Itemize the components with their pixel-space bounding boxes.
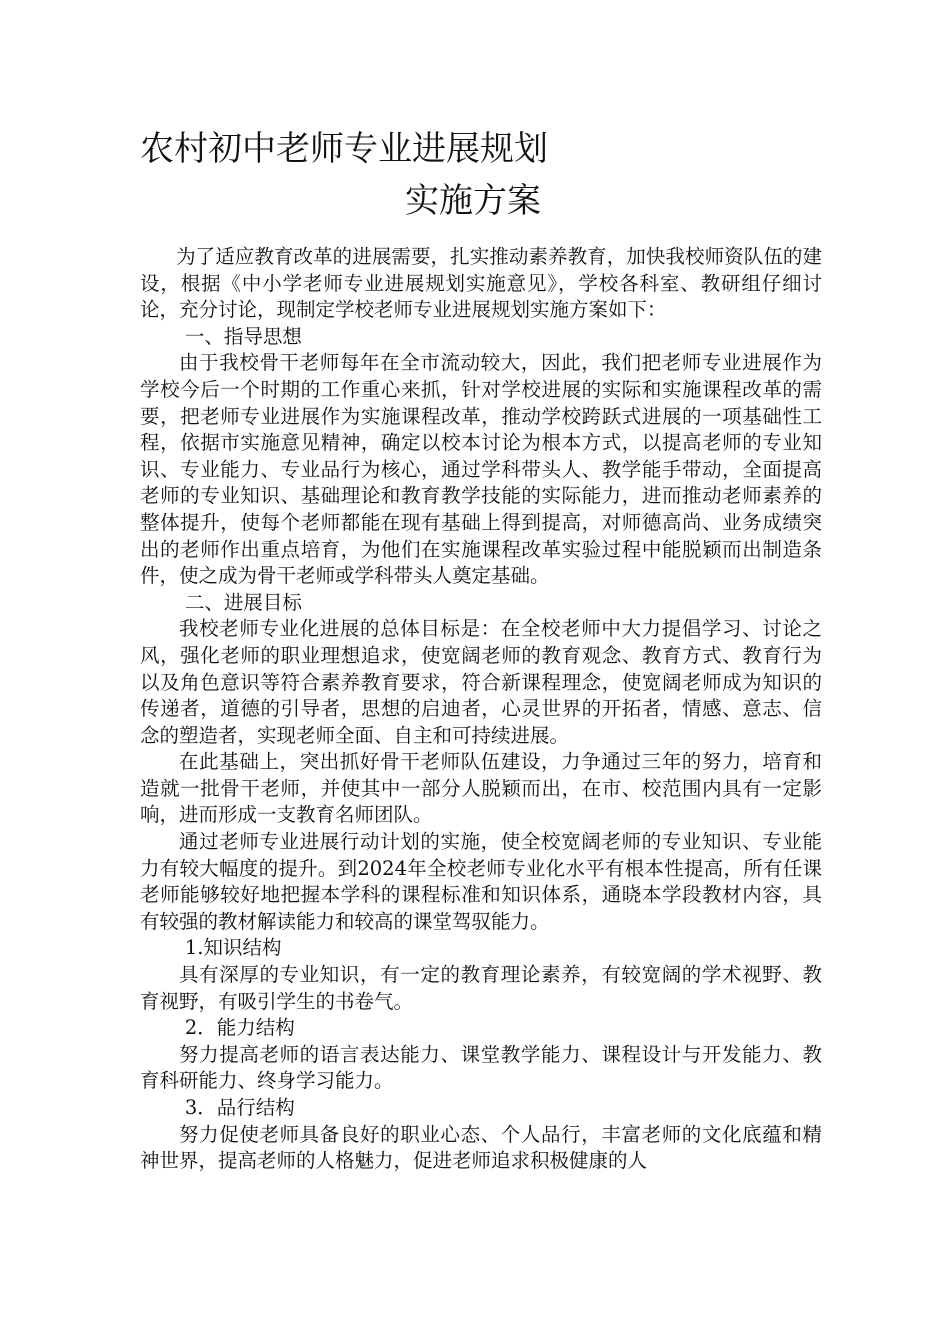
document-body: [140, 244, 822, 1175]
body-paragraph: 努力促使老师具备良好的职业心态、个人品行，丰富老师的文化底蕴和精神世界，提高老师的人格魅力，促进老师追求积极健康的人: [140, 1122, 822, 1173]
subheading-knowledge-structure: 1.知识结构: [184, 936, 282, 960]
body-paragraph: 由于我校骨干老师每年在全市流动较大，因此，我们把老师专业进展作为学校今后一个时期的工作重心来抓，针对学校进展的实际和实施课程改革的需要，把老师专业进展作为实施课程改革，推动学校跨跃式进展的一项基础性工程，依据市实施意见精神，确定以校本讨论为根本方式，以提高老师的专业知识、专业能力、专业品行为核心，通过学科带头人、教学能手带动，全面提高老师的专业知识、基础理论和教育教学技能的实际能力，进而推动老师素养的整体提升，使每个老师都能在现有基础上得到提高，对师德高尚、业务成绩突出的老师作出重点培育，为他们在实施课程改革实验过程中能脱颖而出制造条件，使之成为骨干老师或学科带头人奠定基础。: [140, 351, 822, 588]
body-paragraph: 通过老师专业进展行动计划的实施，使全校宽阔老师的专业知识、专业能力有较大幅度的提升。到2024年全校老师专业化水平有根本性提高，所有任课老师能够较好地把握本学科的课程标准和知识体系，通晓本学段教材内容，具有较强的教材解读能力和较高的课堂驾驭能力。: [140, 830, 822, 933]
intro-paragraph: 为了适应教育改革的进展需要，扎实推动素养教育，加快我校师资队伍的建设，根据《中小学老师专业进展规划实施意见》，学校各科室、教研组仔细讨论，充分讨论，现制定学校老师专业进展规划实施方案如下：: [140, 245, 822, 322]
document-title-line-2: 实施方案: [405, 181, 541, 221]
section-heading-development-goals: 二、进展目标: [184, 590, 302, 614]
body-paragraph: 我校老师专业化进展的总体目标是：在全校老师中大力提倡学习、讨论之风，强化老师的职业理想追求，使宽阔老师的教育观念、教育方式、教育行为以及角色意识等符合素养教育要求，符合新课程理念，使宽阔老师成为知识的传递者，道德的引导者，思想的启迪者，心灵世界的开拓者，情感、意志、信念的塑造者，实现老师全面、自主和可持续进展。: [140, 617, 822, 747]
body-paragraph: 努力提高老师的语言表达能力、课堂教学能力、课程设计与开发能力、教育科研能力、终身学习能力。: [140, 1042, 822, 1093]
document-title-line-1: 农村初中老师专业进展规划: [140, 129, 548, 169]
body-paragraph: 具有深厚的专业知识，有一定的教育理论素养，有较宽阔的学术视野、教育视野，有吸引学生的书卷气。: [140, 963, 822, 1013]
section-heading-guiding-ideology: 一、指导思想: [184, 324, 302, 348]
subheading-character-structure: 3．品行结构: [184, 1096, 295, 1119]
body-paragraph: 在此基础上，突出抓好骨干老师队伍建设，力争通过三年的努力，培育和造就一批骨干老师，并使其中一部分人脱颖而出，在市、校范围内具有一定影响，进而形成一支教育名师团队。: [140, 750, 822, 827]
subheading-ability-structure: 2．能力结构: [184, 1016, 295, 1040]
